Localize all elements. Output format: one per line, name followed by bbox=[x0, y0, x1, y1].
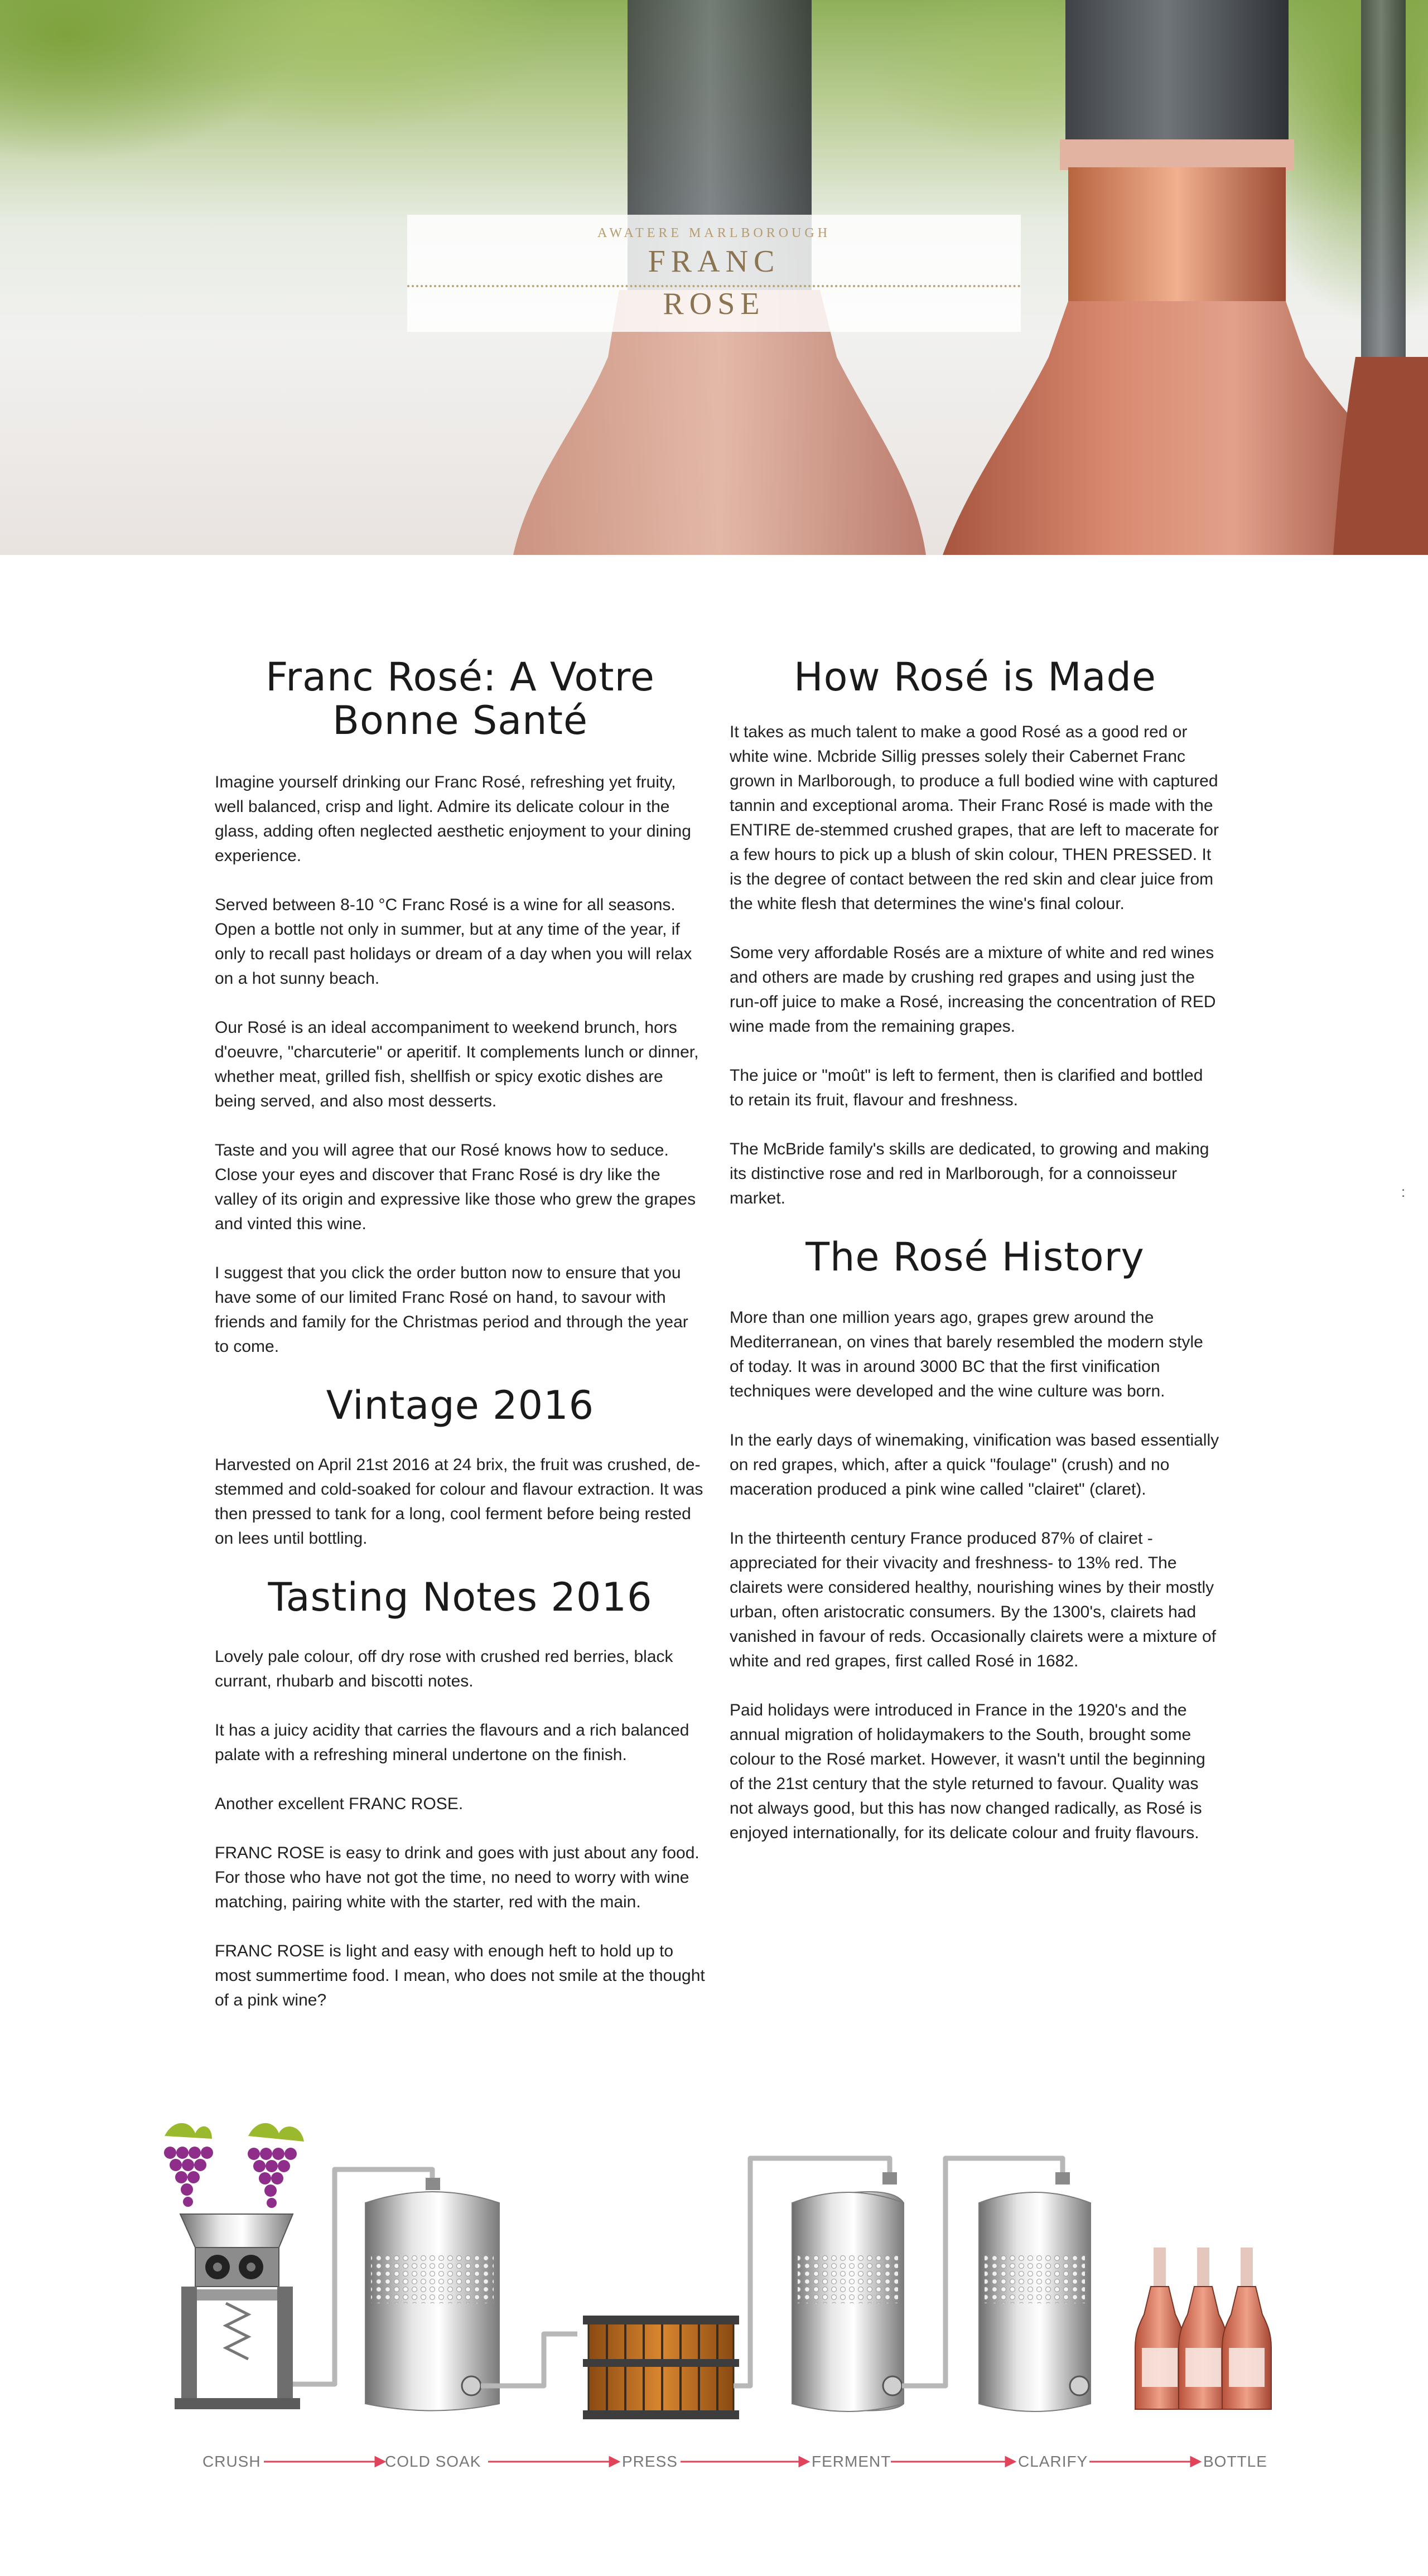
right-column bbox=[730, 655, 1220, 1870]
rose-bottles-icon bbox=[1135, 2248, 1271, 2409]
paragraph: It takes as much talent to make a good Rosé as a good red or white wine. Mcbride Sillig presses solely their Cabernet Franc grown in Marlborough, to produce a full bodied wine with captured tannin and exceptional aroma. Their Franc Rosé is made with the ENTIRE de-stemmed crushed grapes, that are left to macerate for a few hours to pick up a blush of skin colour, THEN PRESSED. It is the degree of contact between the red skin and clear juice from the white flesh that determines the wine's final colour. bbox=[730, 723, 1219, 913]
intro-body bbox=[215, 770, 706, 1359]
paragraph: FRANC ROSE is light and easy with enough heft to hold up to most summertime food. I mean, who does not smile at the thought of a pink wine? bbox=[215, 1942, 705, 2009]
paragraph: The juice or "moût" is left to ferment, then is clarified and bottled to retain its fruit, flavour and freshness. bbox=[730, 1066, 1203, 1109]
how-made-body bbox=[730, 720, 1220, 1211]
hero-banner bbox=[0, 0, 1428, 555]
cold-soak-tank-icon bbox=[365, 2178, 499, 2411]
tasting-notes-body bbox=[215, 1645, 706, 2013]
paragraph: Some very affordable Rosés are a mixture of white and red wines and others are made by crushing red grapes and using just the run-off juice to make a Rosé, increasing the concentration of RED wine made from the remaining grapes. bbox=[730, 944, 1216, 1036]
tasting-notes-heading: Tasting Notes 2016 bbox=[268, 1574, 653, 1620]
step-label-clarify: CLARIFY bbox=[1018, 2453, 1088, 2470]
ferment-tank-icon bbox=[789, 2172, 904, 2411]
history-heading: The Rosé History bbox=[805, 1234, 1145, 1280]
left-column bbox=[215, 655, 706, 2037]
arrow-right-icon bbox=[1191, 2457, 1200, 2466]
paragraph: Served between 8-10 °C Franc Rosé is a wine for all seasons. Open a bottle not only in summer, but at any time of the year, if only to recall past holidays or dream of a day when you will relax on a hot sunny beach. bbox=[215, 896, 692, 988]
crusher-machine-icon bbox=[175, 2214, 300, 2409]
label-region: AWATERE MARLBOROUGH bbox=[597, 226, 831, 240]
paragraph: FRANC ROSE is easy to drink and goes with just about any food. For those who have not got the time, no need to worry with wine matching, pairing white with the starter, red with the main. bbox=[215, 1844, 699, 1911]
paragraph: More than one million years ago, grapes grew around the Mediterranean, on vines that barely resembled the modern style of today. It was in around 3000 BC that the first vinification techniques were developed and the wine culture was born. bbox=[730, 1308, 1203, 1400]
label-brand-franc: FRANC bbox=[648, 244, 780, 279]
paragraph: Another excellent FRANC ROSE. bbox=[215, 1795, 464, 1813]
paragraph: The McBride family's skills are dedicated, to growing and making its distinctive rose and red in Marlborough, for a connoisseur market. bbox=[730, 1140, 1209, 1207]
paragraph: Paid holidays were introduced in France in the 1920's and the annual migration of holidaymakers to the South, brought some colour to the Rosé market. However, it wasn't until the beginning of the 21st century that the style returned to favour. Quality was not always good, but this has now changed radically, as Rosé is enjoyed internationally, for its delicate colour and fruity flavours. bbox=[730, 1701, 1205, 1842]
paragraph: In the thirteenth century France produced 87% of clairet - appreciated for their vivacity and freshness- to 13% red. The clairets were considered healthy, nourishing wines by their mostly urban, often aristocratic consumers. By the 1300's, clairets had vanished in favour of reds. Occasionally clairets were a mixture of white and red grapes, first called Rosé in 1682. bbox=[730, 1529, 1217, 1670]
wine-label-card bbox=[407, 215, 1021, 332]
step-label-press: PRESS bbox=[622, 2453, 678, 2470]
paragraph: I suggest that you click the order button now to ensure that you have some of our limited Franc Rosé on hand, to savour with friends and family for the Christmas period and through the year to come. bbox=[215, 1264, 688, 1356]
grape-bunch-icon bbox=[248, 2123, 304, 2208]
step-label-cold-soak: COLD SOAK bbox=[385, 2453, 481, 2470]
arrow-right-icon bbox=[375, 2457, 384, 2466]
arrow-right-icon bbox=[1006, 2457, 1015, 2466]
vintage-heading: Vintage 2016 bbox=[326, 1383, 595, 1428]
paragraph: In the early days of winemaking, vinification was based essentially on red grapes, which, after a quick "foulage" (crush) and no maceration produced a pink wine called "clairet" (claret). bbox=[730, 1431, 1219, 1499]
paragraph: It has a juicy acidity that carries the flavours and a rich balanced palate with a refreshing mineral undertone on the finish. bbox=[215, 1721, 689, 1764]
intro-heading: Franc Rosé: A Votre Bonne Santé bbox=[266, 654, 655, 743]
process-illustration bbox=[142, 2114, 1286, 2448]
side-marker: : bbox=[1401, 1183, 1406, 1200]
arrow-right-icon bbox=[799, 2457, 808, 2466]
paragraph: Imagine yourself drinking our Franc Rosé, refreshing yet fruity, well balanced, crisp and light. Admire its delicate colour in the glass, adding often neglected aesthetic enjoyment to your dining experience. bbox=[215, 773, 691, 865]
paragraph: Taste and you will agree that our Rosé knows how to seduce. Close your eyes and discover that Franc Rosé is dry like the valley of its origin and expressive like those who grew the grapes and vinted this wine. bbox=[215, 1141, 696, 1233]
history-body bbox=[730, 1306, 1220, 1845]
paragraph: Lovely pale colour, off dry rose with crushed red berries, black currant, rhubarb and biscotti notes. bbox=[215, 1647, 673, 1690]
step-label-ferment: FERMENT bbox=[812, 2453, 891, 2470]
paragraph: Our Rosé is an ideal accompaniment to weekend brunch, hors d'oeuvre, "charcuterie" or aperitif. It complements lunch or dinner, whether meat, grilled fish, shellfish or spicy exotic dishes are being served, and also most desserts. bbox=[215, 1018, 699, 1110]
press-barrel-icon bbox=[583, 2316, 739, 2419]
arrow-right-icon bbox=[610, 2457, 619, 2466]
paragraph: Harvested on April 21st 2016 at 24 brix, the fruit was crushed, de-stemmed and cold-soaked for colour and flavour extraction. It was then pressed to tank for a long, cool ferment before being rested on lees until bottling. bbox=[215, 1456, 703, 1548]
grape-bunch-icon bbox=[164, 2123, 213, 2207]
step-label-bottle: BOTTLE bbox=[1203, 2453, 1267, 2470]
step-label-crush: CRUSH bbox=[202, 2453, 261, 2470]
vintage-body bbox=[215, 1453, 706, 1551]
winemaking-process-diagram bbox=[142, 2114, 1286, 2482]
clarify-tank-icon bbox=[979, 2172, 1091, 2411]
how-made-heading: How Rosé is Made bbox=[793, 654, 1157, 700]
label-brand-rose: ROSE bbox=[663, 287, 765, 321]
